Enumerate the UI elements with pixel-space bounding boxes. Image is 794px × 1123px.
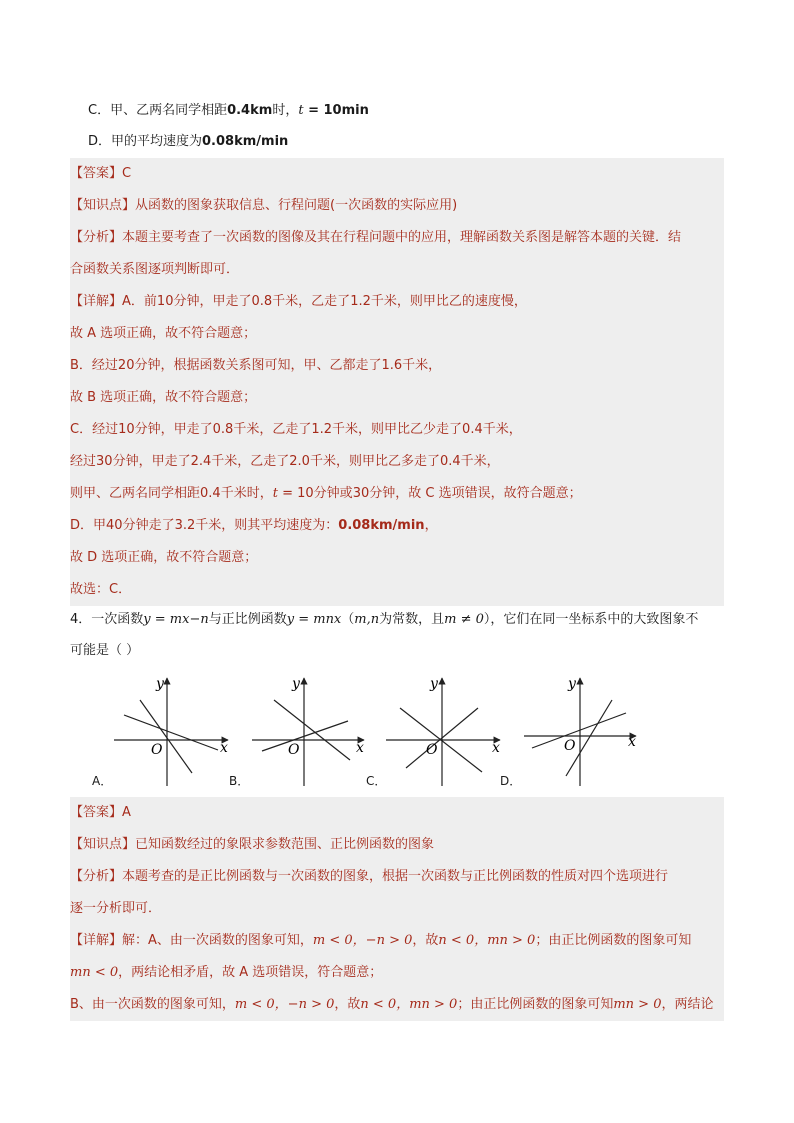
graph-b-line-1 <box>262 721 348 751</box>
graph-b <box>252 676 364 786</box>
graph-b-x-label: x <box>356 740 364 756</box>
graph-d-y-label: y <box>568 676 576 692</box>
q4-detail-line-3: B、由一次函数的图象可知，m < 0，−n > 0，故n < 0，mn > 0；由正比例函数的图象可知mn > 0，两结论 <box>70 989 724 1021</box>
graph-d-line-1 <box>532 713 626 748</box>
q3-detail-line-7: 则甲、乙两名同学相距0.4千米时，t = 10分钟或30分钟，故 C 选项错误，故符合题意； <box>70 478 724 510</box>
graph-a-line-2 <box>140 700 192 773</box>
choice-c-label: C． <box>366 774 387 788</box>
graph-d <box>524 676 636 786</box>
option-c: C．甲、乙两名同学相距0.4km时，t = 10min <box>88 103 369 118</box>
q3-detail-line-2: 故 A 选项正确，故不符合题意； <box>70 318 724 350</box>
graph-c-x-label: x <box>492 740 500 756</box>
q4-analysis-line-2: 逐一分析即可． <box>70 893 724 925</box>
option-d: D．甲的平均速度为0.08km/min <box>88 134 289 149</box>
graph-b-y-label: y <box>292 676 300 692</box>
q3-knowledge-point: 【知识点】从函数的图象获取信息、行程问题(一次函数的实际应用) <box>70 190 724 222</box>
graph-c-y-label: y <box>430 676 438 692</box>
graph-a-origin-label: O <box>151 742 163 758</box>
graph-d-x-label: x <box>628 734 636 750</box>
q4-detail-line-2: mn < 0，两结论相矛盾，故 A 选项错误，符合题意； <box>70 957 724 989</box>
q4-answer: 【答案】A <box>70 797 724 829</box>
q4-detail-line-1: 【详解】解：A、由一次函数的图象可知，m < 0，−n > 0，故n < 0，mn > 0；由正比例函数的图象可知 <box>70 925 724 957</box>
q3-detail-line-10: 故选：C． <box>70 574 724 606</box>
q3-detail-line-4: 故 B 选项正确，故不符合题意； <box>70 382 724 414</box>
q4-stem-line-2: 可能是（ ） <box>70 643 140 658</box>
choice-a-label: A． <box>92 774 113 788</box>
q3-detail-line-8: D．甲40分钟走了3.2千米，则其平均速度为：0.08km/min， <box>70 510 724 542</box>
q3-answer: 【答案】C <box>70 158 724 190</box>
graph-b-line-2 <box>274 700 350 760</box>
graph-c <box>386 676 500 786</box>
q3-detail-line-6: 经过30分钟，甲走了2.4千米，乙走了2.0千米，则甲比乙多走了0.4千米， <box>70 446 724 478</box>
q3-analysis-line-2: 合函数关系图逐项判断即可． <box>70 254 724 286</box>
graph-a <box>114 676 228 786</box>
q4-analysis-line-1: 【分析】本题考查的是正比例函数与一次函数的图象，根据一次函数与正比例函数的性质对四个选项进行 <box>70 861 724 893</box>
graph-a-y-label: y <box>156 676 164 692</box>
graph-a-line-1 <box>124 715 218 750</box>
q3-detail-line-9: 故 D 选项正确，故不符合题意； <box>70 542 724 574</box>
choice-b-label: B． <box>229 774 250 788</box>
q4-graphs <box>80 668 660 788</box>
graph-b-origin-label: O <box>288 742 300 758</box>
graph-c-origin-label: O <box>426 742 438 758</box>
q4-knowledge-point: 【知识点】已知函数经过的象限求参数范围、正比例函数的图象 <box>70 829 724 861</box>
q3-analysis-line-1: 【分析】本题主要考查了一次函数的图像及其在行程问题中的应用，理解函数关系图是解答本题的关键．结 <box>70 222 724 254</box>
q3-detail-line-1: 【详解】A．前10分钟，甲走了0.8千米，乙走了1.2千米，则甲比乙的速度慢， <box>70 286 724 318</box>
graph-a-x-label: x <box>220 740 228 756</box>
choice-d-label: D． <box>500 774 522 788</box>
graph-d-origin-label: O <box>564 738 576 754</box>
q3-detail-line-3: B．经过20分钟，根据函数关系图可知，甲、乙都走了1.6千米， <box>70 350 724 382</box>
q4-stem-line-1: 4．一次函数y = mx−n与正比例函数y = mnx（m,n为常数，且m ≠ 0），它们在同一坐标系中的大致图象不 <box>70 612 699 627</box>
q3-detail-line-5: C．经过10分钟，甲走了0.8千米，乙走了1.2千米，则甲比乙少走了0.4千米， <box>70 414 724 446</box>
